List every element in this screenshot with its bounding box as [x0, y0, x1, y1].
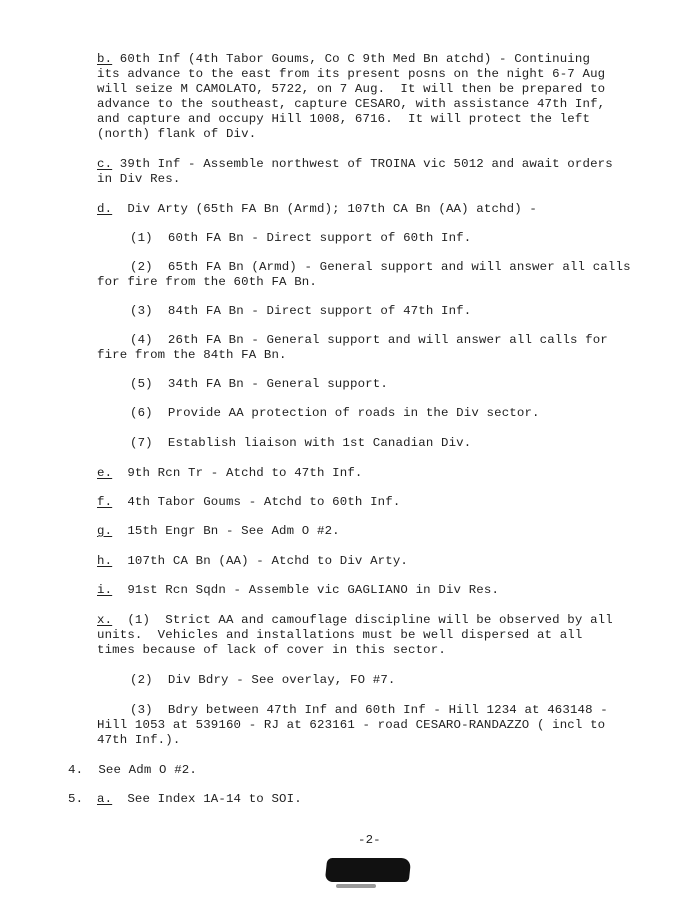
- para-b-line-3: will seize M CAMOLATO, 5722, on 7 Aug. It will then be prepared to: [97, 82, 606, 96]
- para-d-item-5: (5) 34th FA Bn - General support.: [130, 377, 388, 391]
- para-f-label: f.: [97, 495, 113, 509]
- para-4: 4. See Adm O #2.: [68, 763, 197, 777]
- para-i-label: i.: [97, 583, 113, 597]
- para-b-line-5: and capture and occupy Hill 1008, 6716. It will protect the left: [97, 112, 591, 126]
- redaction-stamp: [325, 858, 412, 882]
- para-b-label: b.: [97, 52, 113, 66]
- stamp-smudge: [336, 884, 376, 888]
- para-x-label: x.: [97, 613, 113, 627]
- para-x-item-2: (2) Div Bdry - See overlay, FO #7.: [130, 673, 396, 687]
- para-5a-label: a.: [97, 792, 113, 806]
- para-x-item-3-line-3: 47th Inf.).: [97, 733, 181, 747]
- para-x-item-3-line-1: (3) Bdry between 47th Inf and 60th Inf - Hill 1234 at 463148 -: [130, 703, 608, 717]
- para-b-line-4: advance to the southeast, capture CESARO, with assistance 47th Inf,: [97, 97, 606, 111]
- para-c-line-2: in Div Res.: [97, 172, 181, 186]
- para-b-line-6: (north) flank of Div.: [97, 127, 257, 141]
- para-h-label: h.: [97, 554, 113, 568]
- para-x-item-3-line-2: Hill 1053 at 539160 - RJ at 623161 - road CESARO-RANDAZZO ( incl to: [97, 718, 606, 732]
- para-d-item-4-line-2: fire from the 84th FA Bn.: [97, 348, 287, 362]
- para-4-number: 4.: [68, 763, 84, 777]
- page-number: -2-: [358, 833, 381, 847]
- para-d-item-3: (3) 84th FA Bn - Direct support of 47th Inf.: [130, 304, 472, 318]
- para-d-heading: d. Div Arty (65th FA Bn (Armd); 107th CA Bn (AA) atchd) -: [97, 202, 537, 216]
- para-i: i. 91st Rcn Sqdn - Assemble vic GAGLIANO in Div Res.: [97, 583, 500, 597]
- para-5a: a. See Index 1A-14 to SOI.: [97, 792, 302, 806]
- para-d-item-2-line-2: for fire from the 60th FA Bn.: [97, 275, 317, 289]
- para-d-item-4-line-1: (4) 26th FA Bn - General support and will answer all calls for: [130, 333, 608, 347]
- para-e: e. 9th Rcn Tr - Atchd to 47th Inf.: [97, 466, 363, 480]
- para-d-item-2-line-1: (2) 65th FA Bn (Armd) - General support and will answer all calls: [130, 260, 631, 274]
- para-b-line-1: b. 60th Inf (4th Tabor Goums, Co C 9th Med Bn atchd) - Continuing: [97, 52, 591, 66]
- para-x-line-1: x. (1) Strict AA and camouflage discipline will be observed by all: [97, 613, 613, 627]
- para-c-line-1: c. 39th Inf - Assemble northwest of TROINA vic 5012 and await orders: [97, 157, 613, 171]
- para-f: f. 4th Tabor Goums - Atchd to 60th Inf.: [97, 495, 401, 509]
- para-5-number: 5.: [68, 792, 84, 806]
- para-x-line-3: times because of lack of cover in this sector.: [97, 643, 446, 657]
- para-e-label: e.: [97, 466, 113, 480]
- para-d-label: d.: [97, 202, 113, 216]
- para-c-label: c.: [97, 157, 113, 171]
- para-d-item-1: (1) 60th FA Bn - Direct support of 60th Inf.: [130, 231, 472, 245]
- para-g: g. 15th Engr Bn - See Adm O #2.: [97, 524, 340, 538]
- para-h: h. 107th CA Bn (AA) - Atchd to Div Arty.: [97, 554, 409, 568]
- para-x-line-2: units. Vehicles and installations must be well dispersed at all: [97, 628, 583, 642]
- para-d-item-6: (6) Provide AA protection of roads in the Div sector.: [130, 406, 540, 420]
- stamp-suffix: T: [400, 862, 408, 877]
- para-d-item-7: (7) Establish liaison with 1st Canadian Div.: [130, 436, 472, 450]
- para-b-line-2: its advance to the east from its present posns on the night 6-7 Aug: [97, 67, 606, 81]
- para-g-label: g.: [97, 524, 113, 538]
